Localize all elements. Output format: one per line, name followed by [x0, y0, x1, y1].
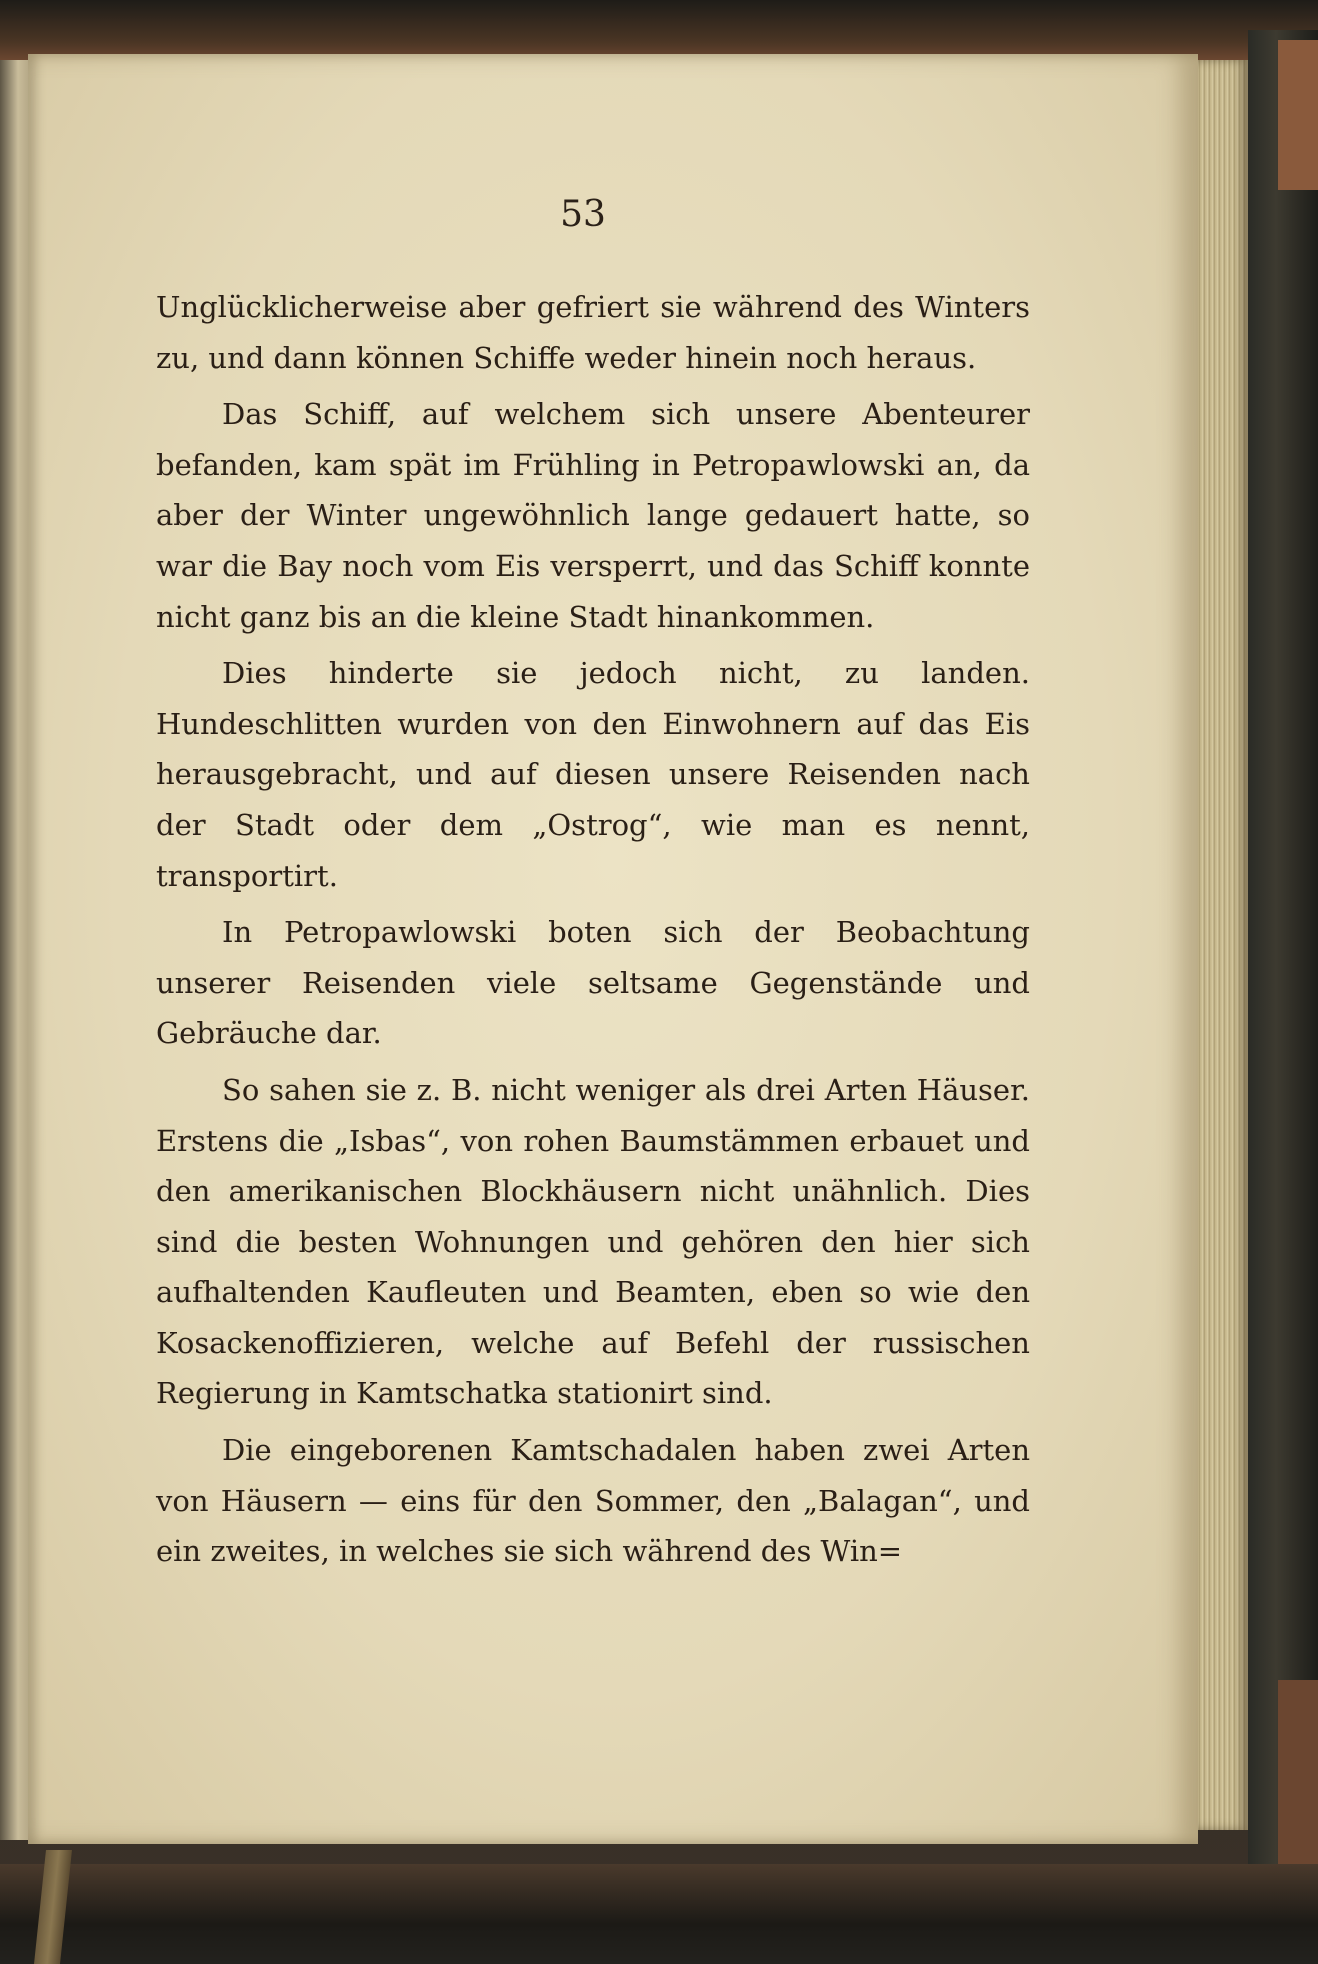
paragraph: In Petropawlowski boten sich der Beobachtung unserer Reisenden viele seltsame Gegenstände und Gebräuche dar.	[156, 915, 1030, 1051]
page-number: 53	[560, 194, 606, 235]
page-text	[156, 282, 1030, 1583]
paragraph: Das Schiff, auf welchem sich unsere Abenteurer befanden, kam spät im Frühling in Petropawlowski an, da aber der Winter ungewöhnlich lange gedauert hatte, so war die Bay noch vom Eis versperrt, und das Schiff konnte nicht ganz bis an die kleine Stadt hinankommen.	[156, 397, 1030, 634]
paragraph: Dies hinderte sie jedoch nicht, zu landen. Hundeschlitten wurden von den Einwohnern auf das Eis herausgebracht, und auf diesen unsere Reisenden nach der Stadt oder dem „Ostrog“, wie man es nennt, transportirt.	[156, 656, 1030, 893]
book-cover-top	[0, 0, 1318, 60]
paragraph: So sahen sie z. B. nicht weniger als drei Arten Häuser. Erstens die „Isbas“, von rohen Baumstämmen erbauet und den amerikanischen Blockhäusern nicht unähnlich. Dies sind die besten Wohnungen und gehören den hier sich aufhaltenden Kaufleuten und Beamten, eben so wie den Kosackenoffizieren, welche auf Befehl der russischen Regierung in Kamtschatka stationirt sind.	[156, 1072, 1030, 1411]
book-page	[28, 54, 1198, 1844]
book-cover-right	[1248, 30, 1318, 1890]
facing-page-edge	[0, 60, 30, 1840]
paragraph: Unglücklicherweise aber gefriert sie während des Winters zu, und dann können Schiffe weder hinein noch heraus.	[156, 290, 1030, 375]
paragraph: Die eingeborenen Kamtschadalen haben zwei Arten von Häusern — eins für den Sommer, den „Balagan“, und ein zweites, in welches sie sich während des Win=	[156, 1433, 1030, 1569]
book-cover-leather-corner	[1278, 40, 1318, 190]
book-cover-bottom	[0, 1864, 1318, 1964]
page-stack-edge	[1196, 60, 1248, 1830]
